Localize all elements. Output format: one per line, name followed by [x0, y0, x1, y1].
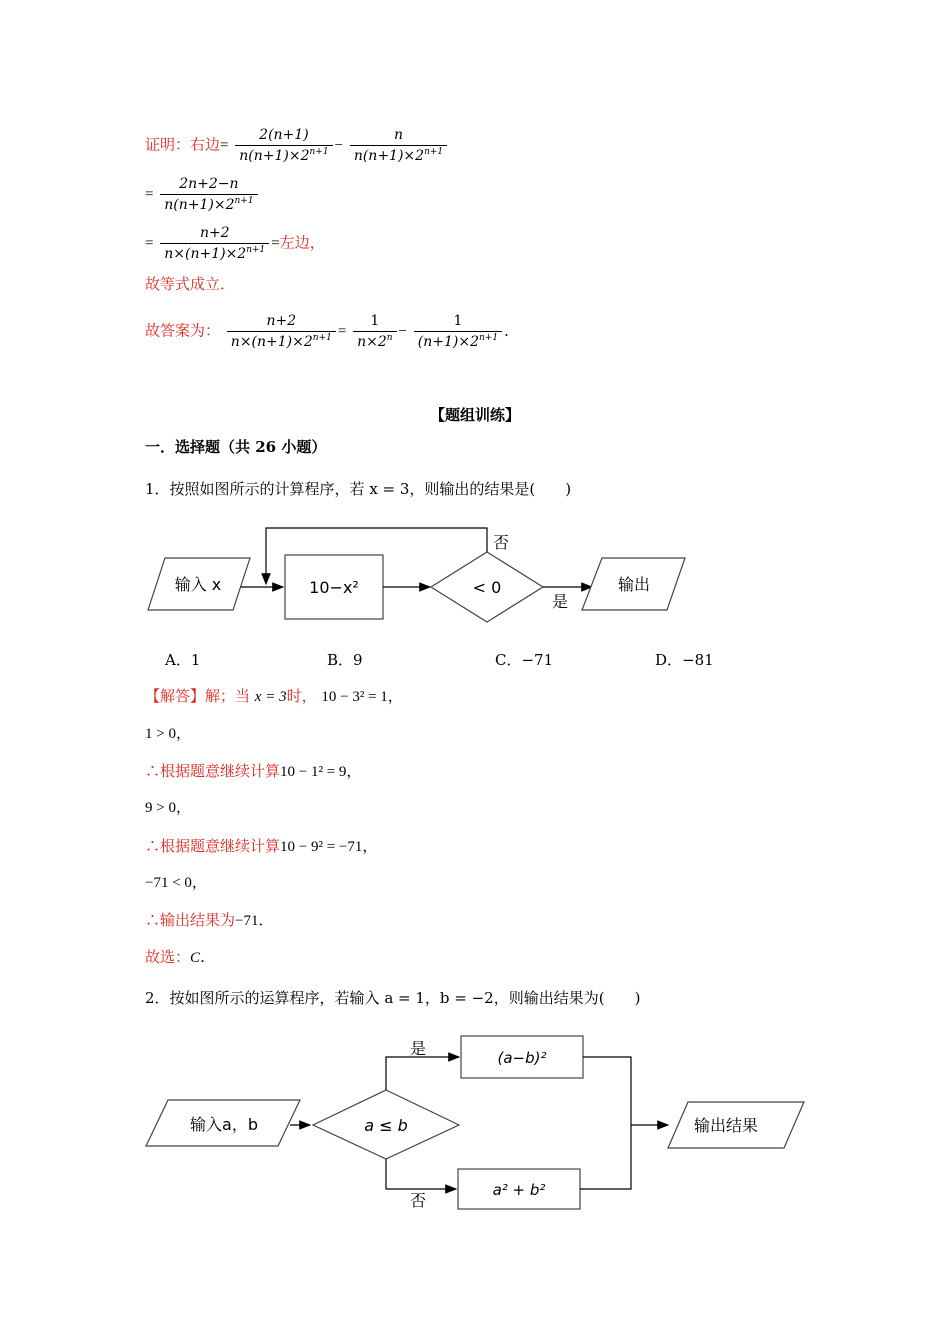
solution-line-3: ∴根据题意继续计算10 − 1² = 9， [145, 762, 362, 780]
input-label: 输入a，b [190, 1115, 258, 1134]
solution-line-8: 故选：C． [145, 948, 216, 966]
output-label: 输出 [617, 575, 651, 594]
proof-label: 证明：右边 [145, 135, 221, 154]
yes-label: 是 [410, 1039, 427, 1058]
fraction: $\frac{1}{n\times 2^n}$ [353, 312, 396, 351]
fraction: $\frac{n+2}{n\times(n+1)\times 2^{n+1}}$ [227, 312, 336, 351]
question-2-text: 2．按如图所示的运算程序，若输入 a = 1，b = −2，则输出结果为( ) [145, 989, 641, 1007]
condition-label: < 0 [472, 578, 502, 597]
solution-line-4: 9 > 0， [145, 800, 191, 816]
flowchart-1 [140, 520, 700, 630]
yes-label: 是 [552, 592, 569, 611]
proof-line-1: 证明：右边= $\frac{2(n+1)}{n(n+1)\times 2^{n+1}}$ − $\frac{n}{n(n+1)\times 2^{n+1}}$ [145, 126, 449, 165]
no-label: 否 [410, 1191, 427, 1210]
question-1-text: 1．按照如图所示的计算程序，若 x = 3，则输出的结果是( ) [145, 480, 572, 498]
option-d: D．−81 [655, 651, 714, 669]
left-side: 左边， [279, 233, 325, 252]
fraction: $\frac{2(n+1)}{n(n+1)\times 2^{n+1}}$ [235, 126, 332, 165]
condition-label: a ≤ b [364, 1116, 408, 1135]
proof-line-3: = $\frac{n+2}{n\times(n+1)\times 2^{n+1}}$ =左边， [145, 225, 325, 262]
solution-line-7: ∴输出结果为−71． [145, 911, 274, 929]
part-heading: 一．选择题（共 26 小题） [145, 438, 327, 456]
option-b: B．9 [327, 651, 363, 669]
flowchart-2 [140, 1030, 820, 1220]
output-label: 输出结果 [693, 1116, 759, 1135]
fraction: $\frac{n+2}{n\times(n+1)\times 2^{n+1}}$ [160, 224, 269, 263]
answer-label: 故答案为： [145, 321, 221, 340]
solution-line-1: 【解答】解；当 x = 3时， 10 − 3² = 1， [145, 687, 403, 705]
proof-line-2: = $\frac{2n+2-n}{n(n+1)\times 2^{n+1}}$ [145, 175, 260, 214]
solution-line-5: ∴根据题意继续计算10 − 9² = −71， [145, 837, 378, 855]
bottom-result-label: a² + b² [492, 1181, 546, 1199]
fraction: $\frac{1}{(n+1)\times 2^{n+1}}$ [414, 312, 502, 351]
process-label: 10−x² [309, 578, 359, 597]
top-result-label: (a−b)² [497, 1049, 547, 1067]
section-title: 【题组训练】 [429, 406, 520, 424]
option-c: C．−71 [495, 651, 554, 669]
answer-line: 故答案为： $\frac{n+2}{n\times(n+1)\times 2^{n+1}}$ = $\frac{1}{n\times 2^n}$ − $\frac{1}{(n+1)\times 2^{n+1}}$ ． [145, 313, 520, 350]
option-a: A．1 [165, 651, 201, 669]
established-text: 故等式成立． [145, 275, 236, 293]
no-label: 否 [493, 533, 510, 552]
solution-line-2: 1 > 0， [145, 726, 191, 742]
fraction: $\frac{n}{n(n+1)\times 2^{n+1}}$ [350, 126, 447, 165]
solution-line-6: −71 < 0， [145, 875, 207, 891]
input-label: 输入 x [174, 575, 222, 594]
fraction: $\frac{2n+2-n}{n(n+1)\times 2^{n+1}}$ [160, 175, 257, 214]
